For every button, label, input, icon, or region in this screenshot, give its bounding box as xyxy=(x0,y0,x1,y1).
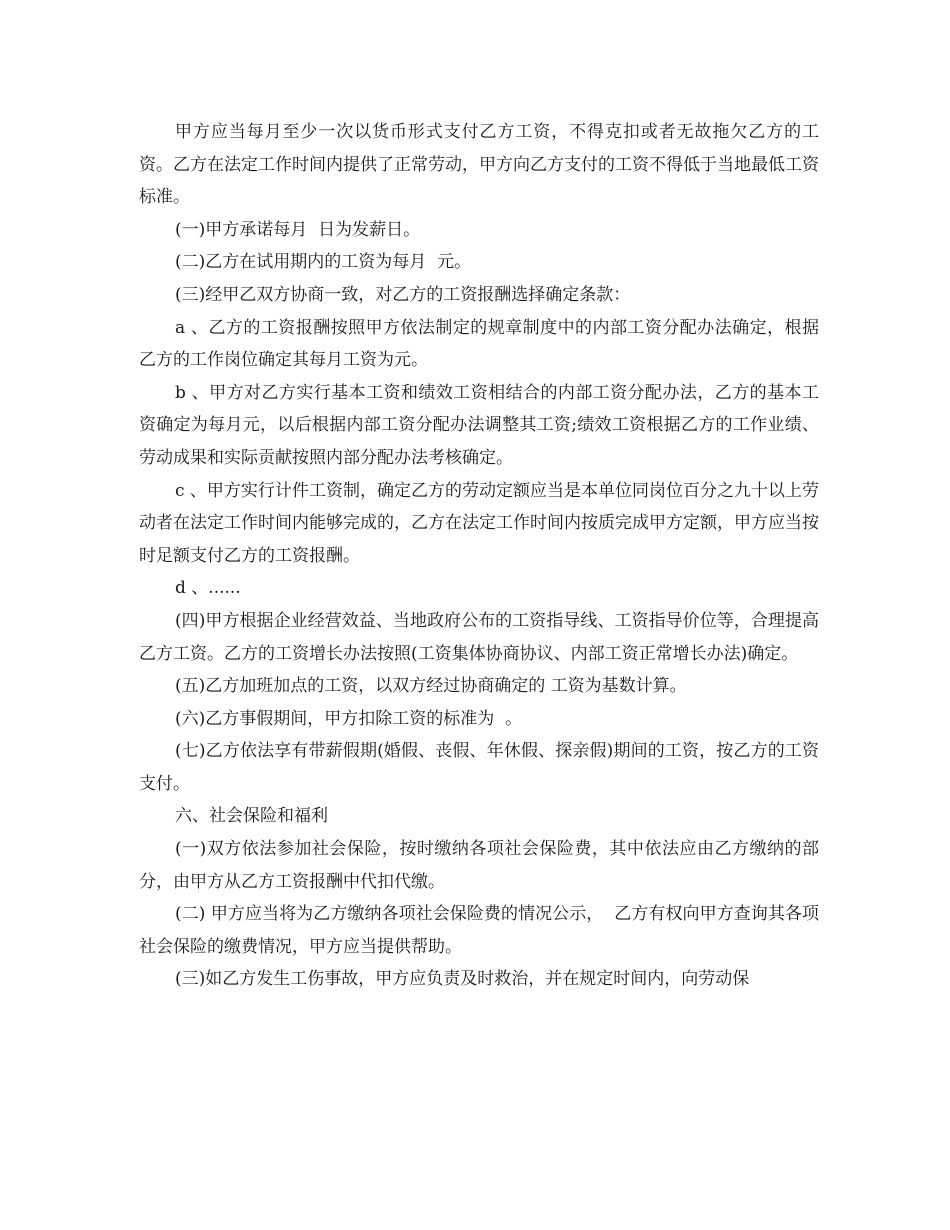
paragraph-payday: (一)甲方承诺每月 日为发薪日。 xyxy=(175,219,421,240)
paragraph-leave-deduction: (六)乙方事假期间，甲方扣除工资的标准为 。 xyxy=(175,708,523,729)
paragraph-insurance-3: (三)如乙方发生工伤事故，甲方应负责及时救治，并在规定时间内，向劳动保 xyxy=(175,969,750,990)
paragraph-wage-payment: 甲方应当每月至少一次以货币形式支付乙方工资，不得克扣或者无故拖欠乙方的工资。乙方在法定工作时间内提供了正常劳动，甲方向乙方支付的工资不得低于当地最低工资标准。 xyxy=(139,122,819,208)
document-body xyxy=(139,116,819,996)
paragraph-wage-increase: (四)甲方根据企业经营效益、当地政府公布的工资指导线、工资指导价位等，合理提高乙方工资。乙方的工资增长办法按照(工资集体协商协议、内部工资正常增长办法)确定。 xyxy=(139,610,819,664)
section-heading-social-insurance: 六、社会保险和福利 xyxy=(175,806,328,827)
paragraph-wage-clause: (三)经甲乙双方协商一致，对乙方的工资报酬选择确定条款： xyxy=(175,284,631,305)
paragraph-insurance-2: (二) 甲方应当将为乙方缴纳各项社会保险费的情况公示， 乙方有权向甲方查询其各项社会保险的缴费情况，甲方应当提供帮助。 xyxy=(139,904,819,957)
paragraph-option-c: c 、甲方实行计件工资制，确定乙方的劳动定额应当是本单位同岗位百分之九十以上劳动者在法定工作时间内能够完成的，乙方在法定工作时间内按质完成甲方定额，甲方应当按时足额支付乙方的工资报酬。 xyxy=(139,480,819,566)
paragraph-paid-leave: (七)乙方依法享有带薪假期(婚假、丧假、年休假、探亲假)期间的工资，按乙方的工资支付。 xyxy=(139,741,819,794)
paragraph-insurance-1: (一)双方依法参加社会保险，按时缴纳各项社会保险费，其中依法应由乙方缴纳的部分，由甲方从乙方工资报酬中代扣代缴。 xyxy=(139,839,819,892)
paragraph-probation-wage: (二)乙方在试用期内的工资为每月 元。 xyxy=(175,252,472,273)
paragraph-option-d: d 、...... xyxy=(175,578,241,599)
paragraph-option-a: a 、乙方的工资报酬按照甲方依法制定的规章制度中的内部工资分配办法确定，根据乙方的工作岗位确定其每月工资为元。 xyxy=(139,317,819,371)
paragraph-overtime: (五)乙方加班加点的工资，以双方经过协商确定的 工资为基数计算。 xyxy=(175,676,687,697)
paragraph-option-b: b 、甲方对乙方实行基本工资和绩效工资相结合的内部工资分配办法，乙方的基本工资确定为每月元，以后根据内部工资分配办法调整其工资;绩效工资根据乙方的工作业绩、劳动成果和实际贡献按照内部分配办法考核确定。 xyxy=(139,382,819,468)
